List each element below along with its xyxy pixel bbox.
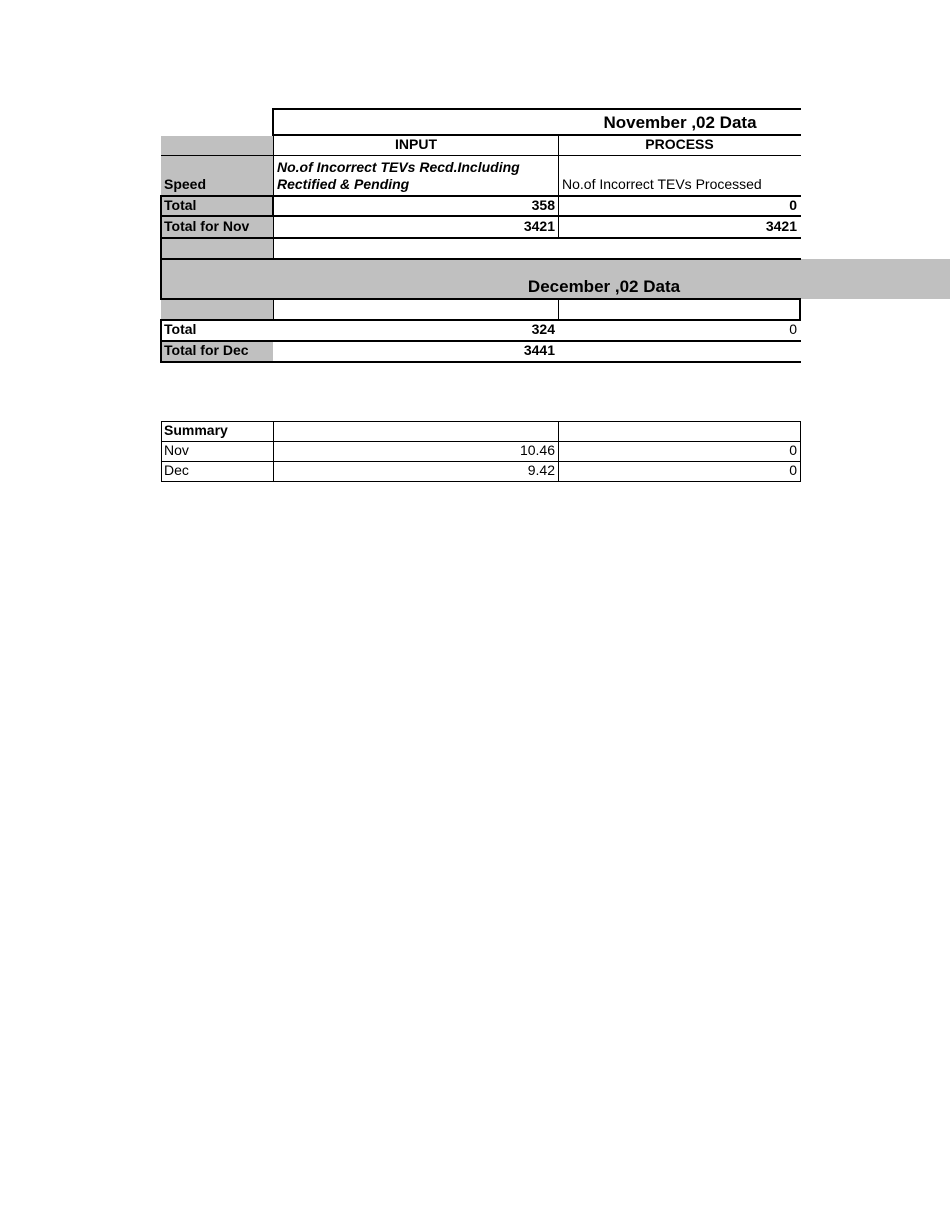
summary-row-process: 0 xyxy=(789,462,797,478)
speed-label: Speed xyxy=(164,176,207,192)
input-description: No.of Incorrect TEVs Recd.Including Rectified & Pending xyxy=(277,159,520,192)
december-title: December ,02 Data xyxy=(527,277,681,296)
nov-month-total-process: 3421 xyxy=(765,218,797,234)
dec-month-total-label: Total for Dec xyxy=(164,342,249,358)
spacer-gray-cell xyxy=(161,238,273,259)
nov-total-input: 358 xyxy=(531,197,555,213)
summary-row-input: 10.46 xyxy=(519,442,555,458)
nov-month-total-input: 3421 xyxy=(523,218,555,234)
nov-total-process: 0 xyxy=(789,197,797,213)
nov-month-total-label: Total for Nov xyxy=(164,218,250,234)
process-description: No.of Incorrect TEVs Processed xyxy=(562,176,762,192)
summary-row-label: Dec xyxy=(164,462,189,478)
summary-header: Summary xyxy=(164,422,228,438)
nov-total-label: Total xyxy=(164,197,197,213)
process-header: PROCESS xyxy=(645,136,714,152)
dec-total-label: Total xyxy=(164,321,197,337)
summary-row-process: 0 xyxy=(789,442,797,458)
dec-total-process: 0 xyxy=(789,321,797,337)
november-title: November ,02 Data xyxy=(603,113,757,132)
dec-month-total-input: 3441 xyxy=(523,342,555,358)
summary-row-label: Nov xyxy=(164,442,189,458)
summary-row-input: 9.42 xyxy=(527,462,555,478)
dec-sub-gray-cell xyxy=(161,299,273,320)
nov-header-gray-cell xyxy=(161,136,273,155)
input-header: INPUT xyxy=(395,136,437,152)
dec-total-input: 324 xyxy=(531,321,555,337)
